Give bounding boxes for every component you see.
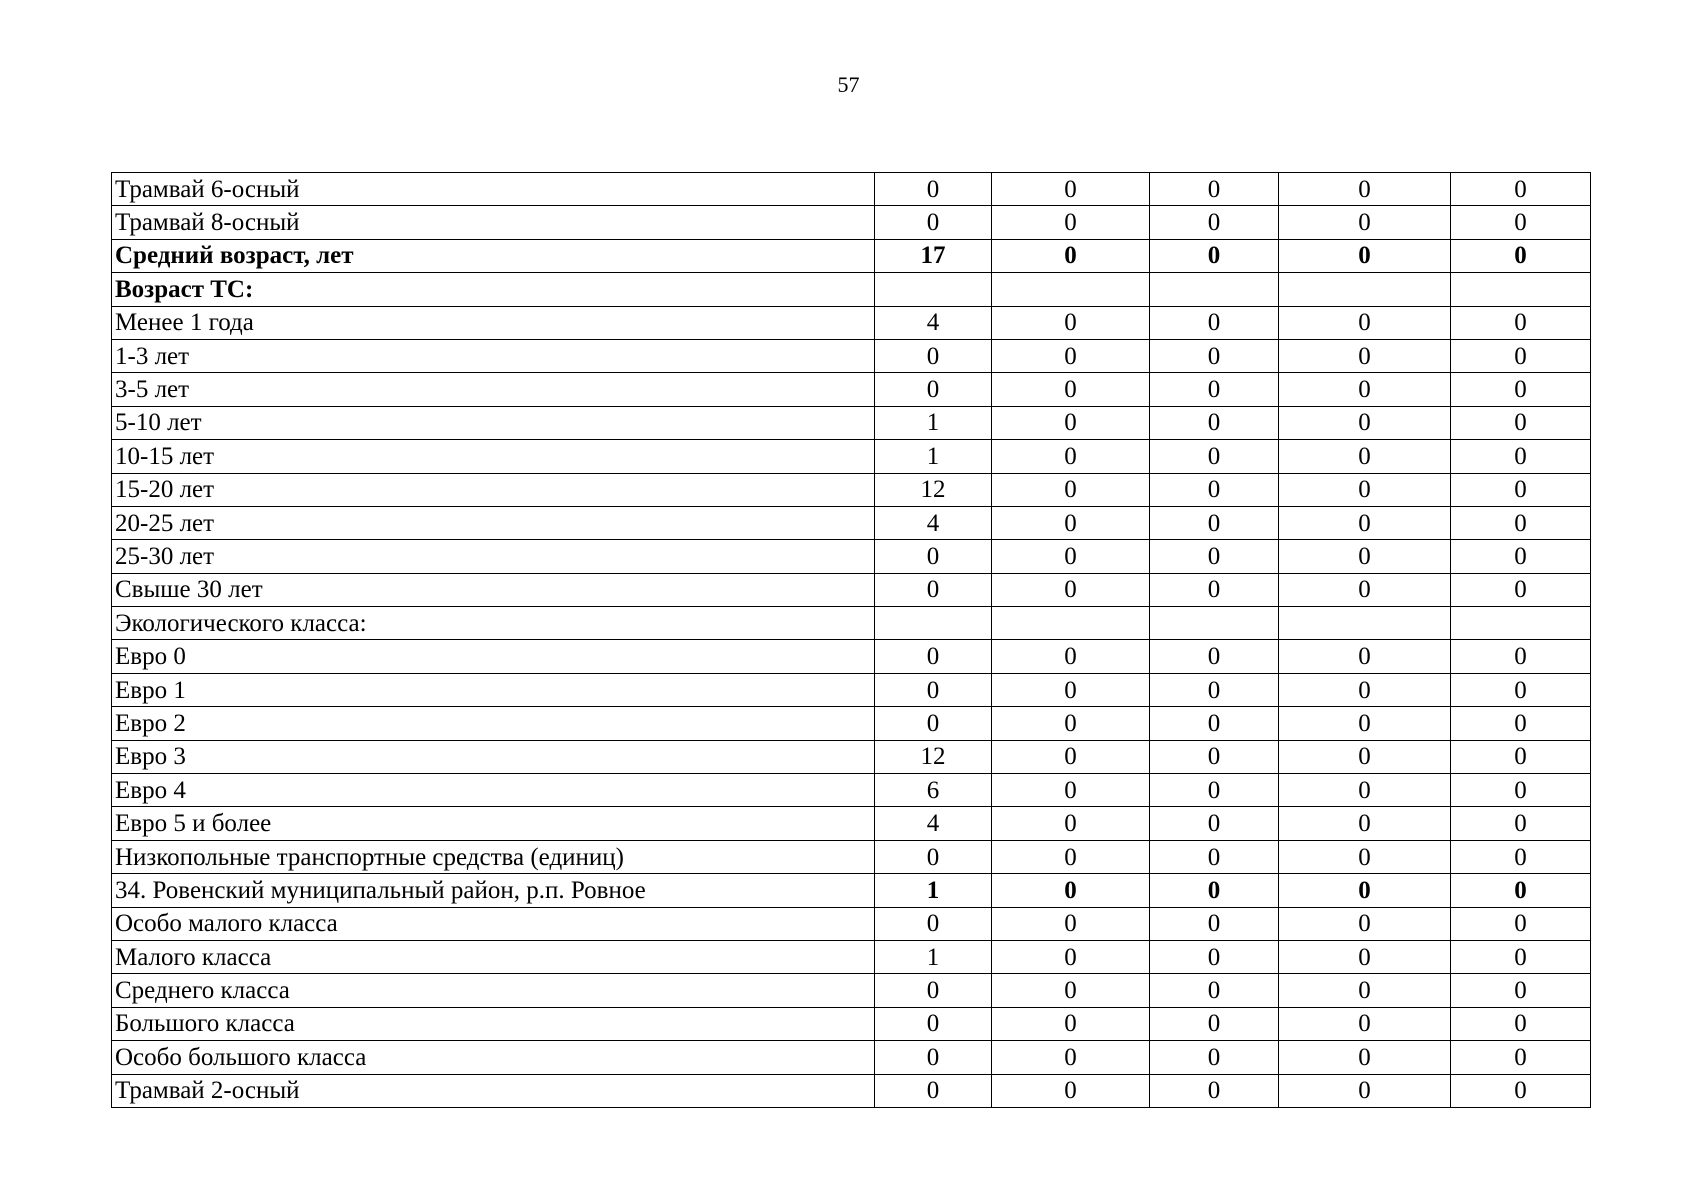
row-label: 3-5 лет xyxy=(112,373,875,406)
row-value-col-4: 0 xyxy=(1279,239,1451,272)
row-value-col-3: 0 xyxy=(1150,707,1279,740)
table-row xyxy=(112,206,1591,239)
row-value-col-4: 0 xyxy=(1279,173,1451,206)
row-value-col-3: 0 xyxy=(1150,673,1279,706)
row-value-col-5: 0 xyxy=(1451,774,1591,807)
row-value-col-2: 0 xyxy=(992,1074,1150,1107)
table-row xyxy=(112,673,1591,706)
row-value-col-2: 0 xyxy=(992,540,1150,573)
row-value-col-4: 0 xyxy=(1279,206,1451,239)
row-value-col-4: 0 xyxy=(1279,306,1451,339)
row-label: Экологического класса: xyxy=(112,607,875,640)
row-value-col-3: 0 xyxy=(1150,406,1279,439)
row-value-col-2: 0 xyxy=(992,206,1150,239)
table-row xyxy=(112,607,1591,640)
row-value-col-5: 0 xyxy=(1451,840,1591,873)
row-value-col-4: 0 xyxy=(1279,406,1451,439)
row-value-col-1: 12 xyxy=(875,473,992,506)
row-value-col-2: 0 xyxy=(992,907,1150,940)
row-value-col-5: 0 xyxy=(1451,1007,1591,1040)
row-value-col-2: 0 xyxy=(992,506,1150,539)
row-value-col-3: 0 xyxy=(1150,907,1279,940)
row-value-col-3: 0 xyxy=(1150,339,1279,372)
row-value-col-2: 0 xyxy=(992,440,1150,473)
table-row xyxy=(112,774,1591,807)
row-value-col-1: 1 xyxy=(875,940,992,973)
table-row xyxy=(112,440,1591,473)
row-label: 15-20 лет xyxy=(112,473,875,506)
row-label: 10-15 лет xyxy=(112,440,875,473)
row-label: Малого класса xyxy=(112,940,875,973)
row-value-col-1: 0 xyxy=(875,840,992,873)
table-row xyxy=(112,239,1591,272)
row-label: 34. Ровенский муниципальный район, р.п. Ровное xyxy=(112,874,875,907)
row-value-col-1: 1 xyxy=(875,440,992,473)
row-label: Трамвай 8-осный xyxy=(112,206,875,239)
row-value-col-3: 0 xyxy=(1150,473,1279,506)
row-value-col-5: 0 xyxy=(1451,573,1591,606)
table-row xyxy=(112,907,1591,940)
row-label: 5-10 лет xyxy=(112,406,875,439)
row-value-col-2: 0 xyxy=(992,840,1150,873)
row-label: Свыше 30 лет xyxy=(112,573,875,606)
row-label: Особо большого класса xyxy=(112,1041,875,1074)
row-value-col-5: 0 xyxy=(1451,206,1591,239)
row-label: Трамвай 2-осный xyxy=(112,1074,875,1107)
table-row xyxy=(112,373,1591,406)
row-value-col-5: 0 xyxy=(1451,874,1591,907)
row-value-col-5: 0 xyxy=(1451,707,1591,740)
row-value-col-4: 0 xyxy=(1279,339,1451,372)
row-value-col-1: 0 xyxy=(875,974,992,1007)
row-value-col-1: 4 xyxy=(875,807,992,840)
row-value-col-3: 0 xyxy=(1150,573,1279,606)
row-label: Низкопольные транспортные средства (единиц) xyxy=(112,840,875,873)
table-row xyxy=(112,874,1591,907)
row-value-col-3: 0 xyxy=(1150,774,1279,807)
row-value-col-2: 0 xyxy=(992,406,1150,439)
table-row xyxy=(112,640,1591,673)
row-label: 20-25 лет xyxy=(112,506,875,539)
row-value-col-4: 0 xyxy=(1279,974,1451,1007)
row-value-col-5: 0 xyxy=(1451,173,1591,206)
row-value-col-2: 0 xyxy=(992,640,1150,673)
row-value-col-1: 0 xyxy=(875,907,992,940)
row-value-col-4: 0 xyxy=(1279,573,1451,606)
row-value-col-2: 0 xyxy=(992,373,1150,406)
row-value-col-2: 0 xyxy=(992,707,1150,740)
row-value-col-2: 0 xyxy=(992,239,1150,272)
row-value-col-3: 0 xyxy=(1150,940,1279,973)
row-value-col-3: 0 xyxy=(1150,540,1279,573)
row-label: 25-30 лет xyxy=(112,540,875,573)
table-body xyxy=(112,173,1591,1108)
table-row xyxy=(112,707,1591,740)
row-value-col-4: 0 xyxy=(1279,807,1451,840)
row-value-col-3: 0 xyxy=(1150,1074,1279,1107)
row-label: Среднего класса xyxy=(112,974,875,1007)
table-row xyxy=(112,1074,1591,1107)
row-value-col-5 xyxy=(1451,607,1591,640)
row-value-col-5: 0 xyxy=(1451,640,1591,673)
row-label: Возраст ТС: xyxy=(112,273,875,306)
table-row xyxy=(112,740,1591,773)
row-label: Евро 0 xyxy=(112,640,875,673)
table-row xyxy=(112,807,1591,840)
row-value-col-5: 0 xyxy=(1451,940,1591,973)
row-value-col-3: 0 xyxy=(1150,874,1279,907)
row-value-col-4: 0 xyxy=(1279,673,1451,706)
row-value-col-1: 0 xyxy=(875,707,992,740)
row-value-col-4 xyxy=(1279,273,1451,306)
row-value-col-2: 0 xyxy=(992,740,1150,773)
row-value-col-4: 0 xyxy=(1279,840,1451,873)
row-value-col-3: 0 xyxy=(1150,640,1279,673)
row-label: Евро 5 и более xyxy=(112,807,875,840)
row-value-col-2: 0 xyxy=(992,974,1150,1007)
row-value-col-4 xyxy=(1279,607,1451,640)
row-value-col-1: 0 xyxy=(875,339,992,372)
table-row xyxy=(112,273,1591,306)
row-value-col-3: 0 xyxy=(1150,206,1279,239)
row-value-col-3: 0 xyxy=(1150,1041,1279,1074)
page-number: 57 xyxy=(837,72,860,97)
row-value-col-4: 0 xyxy=(1279,1074,1451,1107)
row-label: Евро 3 xyxy=(112,740,875,773)
row-label: Особо малого класса xyxy=(112,907,875,940)
row-value-col-4: 0 xyxy=(1279,907,1451,940)
row-value-col-2: 0 xyxy=(992,173,1150,206)
data-table xyxy=(111,172,1591,1108)
row-value-col-1: 0 xyxy=(875,1041,992,1074)
row-label: Евро 2 xyxy=(112,707,875,740)
row-value-col-5: 0 xyxy=(1451,406,1591,439)
row-value-col-1: 0 xyxy=(875,640,992,673)
row-value-col-3: 0 xyxy=(1150,840,1279,873)
row-value-col-5: 0 xyxy=(1451,807,1591,840)
row-value-col-5: 0 xyxy=(1451,740,1591,773)
row-value-col-1: 0 xyxy=(875,540,992,573)
table-row xyxy=(112,840,1591,873)
row-value-col-5: 0 xyxy=(1451,673,1591,706)
row-value-col-1: 1 xyxy=(875,874,992,907)
row-value-col-4: 0 xyxy=(1279,940,1451,973)
row-value-col-4: 0 xyxy=(1279,473,1451,506)
table-row xyxy=(112,1007,1591,1040)
row-label: Евро 4 xyxy=(112,774,875,807)
row-value-col-5: 0 xyxy=(1451,373,1591,406)
row-value-col-1: 4 xyxy=(875,506,992,539)
row-value-col-2: 0 xyxy=(992,1007,1150,1040)
row-value-col-1: 0 xyxy=(875,673,992,706)
row-value-col-1: 17 xyxy=(875,239,992,272)
table-row xyxy=(112,540,1591,573)
row-value-col-1: 1 xyxy=(875,406,992,439)
row-value-col-5: 0 xyxy=(1451,540,1591,573)
row-label: Большого класса xyxy=(112,1007,875,1040)
row-value-col-2: 0 xyxy=(992,573,1150,606)
row-value-col-3: 0 xyxy=(1150,506,1279,539)
row-label: Средний возраст, лет xyxy=(112,239,875,272)
row-value-col-4: 0 xyxy=(1279,1041,1451,1074)
row-value-col-4: 0 xyxy=(1279,640,1451,673)
row-value-col-3: 0 xyxy=(1150,974,1279,1007)
row-value-col-3: 0 xyxy=(1150,740,1279,773)
table-row xyxy=(112,473,1591,506)
row-value-col-3 xyxy=(1150,273,1279,306)
row-value-col-2: 0 xyxy=(992,807,1150,840)
row-value-col-2: 0 xyxy=(992,940,1150,973)
table-row xyxy=(112,1041,1591,1074)
row-value-col-4: 0 xyxy=(1279,707,1451,740)
row-value-col-1: 0 xyxy=(875,1007,992,1040)
row-value-col-1: 0 xyxy=(875,373,992,406)
row-value-col-1: 12 xyxy=(875,740,992,773)
row-value-col-5: 0 xyxy=(1451,506,1591,539)
row-value-col-5: 0 xyxy=(1451,974,1591,1007)
row-value-col-1: 6 xyxy=(875,774,992,807)
table-row xyxy=(112,974,1591,1007)
row-value-col-1 xyxy=(875,273,992,306)
row-value-col-5: 0 xyxy=(1451,473,1591,506)
row-value-col-4: 0 xyxy=(1279,373,1451,406)
row-value-col-1: 0 xyxy=(875,173,992,206)
table-row xyxy=(112,506,1591,539)
row-value-col-1: 0 xyxy=(875,206,992,239)
table-row xyxy=(112,940,1591,973)
row-value-col-5: 0 xyxy=(1451,907,1591,940)
row-label: 1-3 лет xyxy=(112,339,875,372)
row-value-col-5: 0 xyxy=(1451,239,1591,272)
row-value-col-3: 0 xyxy=(1150,306,1279,339)
row-value-col-3: 0 xyxy=(1150,373,1279,406)
row-label: Менее 1 года xyxy=(112,306,875,339)
row-value-col-3: 0 xyxy=(1150,807,1279,840)
row-value-col-4: 0 xyxy=(1279,774,1451,807)
row-value-col-4: 0 xyxy=(1279,740,1451,773)
row-value-col-3: 0 xyxy=(1150,173,1279,206)
table-row xyxy=(112,306,1591,339)
table-row xyxy=(112,339,1591,372)
row-value-col-2: 0 xyxy=(992,874,1150,907)
row-value-col-5 xyxy=(1451,273,1591,306)
row-value-col-1: 4 xyxy=(875,306,992,339)
row-value-col-2: 0 xyxy=(992,673,1150,706)
row-value-col-2 xyxy=(992,607,1150,640)
row-value-col-3: 0 xyxy=(1150,1007,1279,1040)
row-value-col-4: 0 xyxy=(1279,506,1451,539)
table-row xyxy=(112,573,1591,606)
row-value-col-2: 0 xyxy=(992,473,1150,506)
row-value-col-3: 0 xyxy=(1150,239,1279,272)
row-value-col-4: 0 xyxy=(1279,1007,1451,1040)
row-value-col-5: 0 xyxy=(1451,1041,1591,1074)
row-value-col-1: 0 xyxy=(875,573,992,606)
row-label: Евро 1 xyxy=(112,673,875,706)
row-value-col-2 xyxy=(992,273,1150,306)
row-value-col-4: 0 xyxy=(1279,874,1451,907)
row-value-col-3: 0 xyxy=(1150,440,1279,473)
row-value-col-5: 0 xyxy=(1451,339,1591,372)
row-value-col-4: 0 xyxy=(1279,440,1451,473)
row-value-col-2: 0 xyxy=(992,306,1150,339)
row-value-col-4: 0 xyxy=(1279,540,1451,573)
row-label: Трамвай 6-осный xyxy=(112,173,875,206)
table-row xyxy=(112,406,1591,439)
row-value-col-3 xyxy=(1150,607,1279,640)
row-value-col-2: 0 xyxy=(992,774,1150,807)
row-value-col-2: 0 xyxy=(992,1041,1150,1074)
row-value-col-1: 0 xyxy=(875,1074,992,1107)
row-value-col-5: 0 xyxy=(1451,306,1591,339)
table-row xyxy=(112,173,1591,206)
row-value-col-5: 0 xyxy=(1451,440,1591,473)
row-value-col-5: 0 xyxy=(1451,1074,1591,1107)
row-value-col-2: 0 xyxy=(992,339,1150,372)
row-value-col-1 xyxy=(875,607,992,640)
